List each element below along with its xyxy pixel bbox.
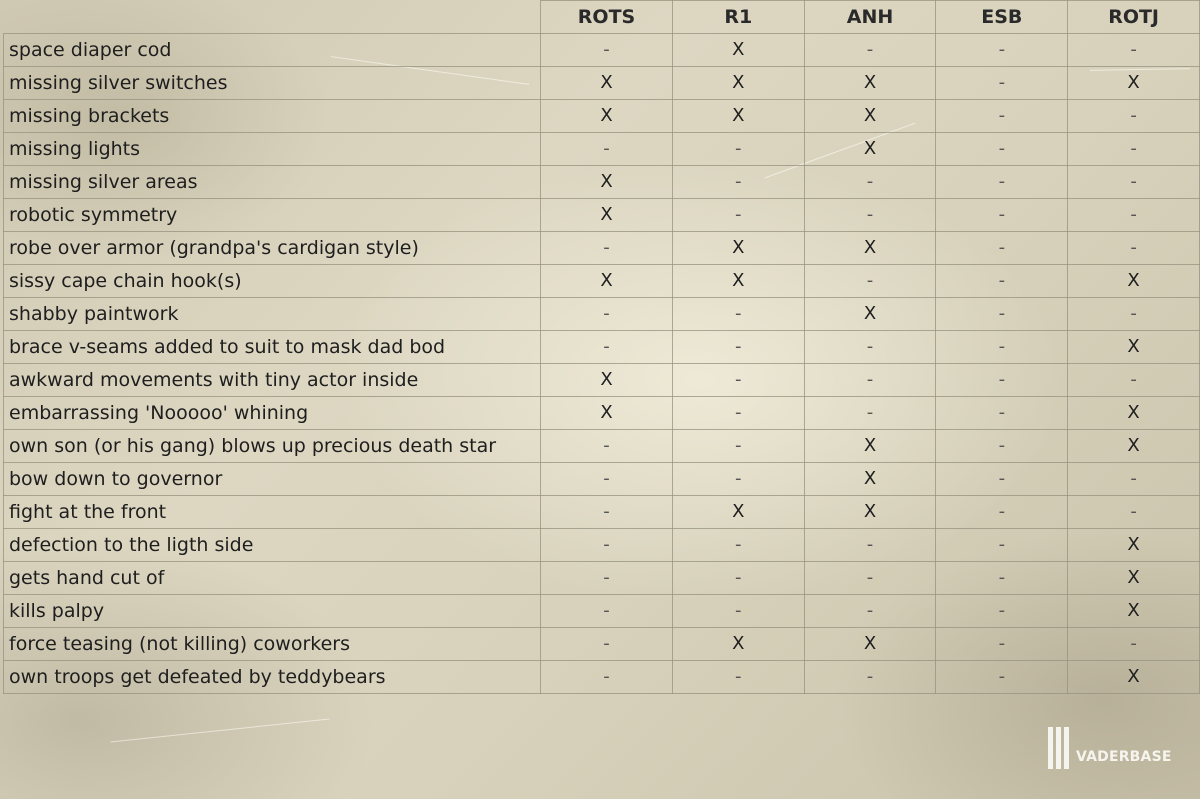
row-label: missing silver areas xyxy=(4,166,541,199)
corner-cell xyxy=(4,1,541,34)
row-label: own troops get defeated by teddybears xyxy=(4,661,541,694)
cell-anh: X xyxy=(804,298,936,331)
cell-rots: - xyxy=(541,232,673,265)
cell-r1: - xyxy=(672,562,804,595)
row-label: brace v-seams added to suit to mask dad bod xyxy=(4,331,541,364)
cell-anh: - xyxy=(804,34,936,67)
table-row xyxy=(4,298,1200,331)
header-row xyxy=(4,1,1200,34)
cell-r1: - xyxy=(672,364,804,397)
cell-rotj: X xyxy=(1068,430,1200,463)
cell-rots: - xyxy=(541,430,673,463)
table-row xyxy=(4,628,1200,661)
cell-esb: - xyxy=(936,496,1068,529)
row-label: own son (or his gang) blows up precious death star xyxy=(4,430,541,463)
table-row xyxy=(4,397,1200,430)
cell-rotj: - xyxy=(1068,199,1200,232)
cell-anh: - xyxy=(804,331,936,364)
cell-r1: X xyxy=(672,34,804,67)
cell-r1: - xyxy=(672,595,804,628)
table-row xyxy=(4,166,1200,199)
cell-esb: - xyxy=(936,166,1068,199)
cell-anh: - xyxy=(804,562,936,595)
cell-esb: - xyxy=(936,100,1068,133)
logo-text: VADERBASE xyxy=(1076,749,1172,765)
table-row xyxy=(4,562,1200,595)
row-label: missing brackets xyxy=(4,100,541,133)
cell-esb: - xyxy=(936,199,1068,232)
row-label: defection to the ligth side xyxy=(4,529,541,562)
cell-rots: - xyxy=(541,628,673,661)
cell-esb: - xyxy=(936,67,1068,100)
cell-rotj: - xyxy=(1068,364,1200,397)
row-label: fight at the front xyxy=(4,496,541,529)
row-label: robe over armor (grandpa's cardigan style) xyxy=(4,232,541,265)
cell-rotj: X xyxy=(1068,529,1200,562)
cell-r1: - xyxy=(672,397,804,430)
row-label: kills palpy xyxy=(4,595,541,628)
table-row xyxy=(4,265,1200,298)
cell-rots: - xyxy=(541,133,673,166)
row-label: shabby paintwork xyxy=(4,298,541,331)
table-row xyxy=(4,100,1200,133)
cell-esb: - xyxy=(936,133,1068,166)
vaderbase-logo-icon xyxy=(1048,727,1070,769)
cell-rots: - xyxy=(541,496,673,529)
cell-rotj: - xyxy=(1068,298,1200,331)
cell-esb: - xyxy=(936,34,1068,67)
cell-rotj: X xyxy=(1068,562,1200,595)
table-row xyxy=(4,199,1200,232)
cell-rots: X xyxy=(541,364,673,397)
table-row xyxy=(4,430,1200,463)
cell-rots: - xyxy=(541,661,673,694)
cell-esb: - xyxy=(936,463,1068,496)
cell-rotj: - xyxy=(1068,34,1200,67)
cell-esb: - xyxy=(936,397,1068,430)
cell-anh: - xyxy=(804,166,936,199)
cell-rots: X xyxy=(541,67,673,100)
cell-r1: - xyxy=(672,529,804,562)
row-label: awkward movements with tiny actor inside xyxy=(4,364,541,397)
cell-anh: - xyxy=(804,364,936,397)
cell-anh: X xyxy=(804,232,936,265)
cell-rots: X xyxy=(541,397,673,430)
cell-anh: - xyxy=(804,595,936,628)
cell-rots: X xyxy=(541,100,673,133)
cell-rots: - xyxy=(541,298,673,331)
column-header-r1: R1 xyxy=(672,1,804,34)
cell-anh: - xyxy=(804,265,936,298)
cell-rots: - xyxy=(541,34,673,67)
table-row xyxy=(4,496,1200,529)
vaderbase-logo xyxy=(1048,727,1178,771)
cell-esb: - xyxy=(936,628,1068,661)
column-header-rotj: ROTJ xyxy=(1068,1,1200,34)
cell-r1: - xyxy=(672,133,804,166)
cell-r1: X xyxy=(672,628,804,661)
cell-r1: - xyxy=(672,463,804,496)
table-row xyxy=(4,364,1200,397)
table-row xyxy=(4,529,1200,562)
cell-rotj: X xyxy=(1068,331,1200,364)
cell-rotj: X xyxy=(1068,595,1200,628)
table-row xyxy=(4,232,1200,265)
table-row xyxy=(4,661,1200,694)
cell-rots: X xyxy=(541,166,673,199)
table-row xyxy=(4,133,1200,166)
table-row xyxy=(4,595,1200,628)
row-label: gets hand cut of xyxy=(4,562,541,595)
table-row xyxy=(4,34,1200,67)
cell-rots: X xyxy=(541,265,673,298)
row-label: force teasing (not killing) coworkers xyxy=(4,628,541,661)
cell-r1: - xyxy=(672,430,804,463)
cell-r1: - xyxy=(672,166,804,199)
cell-anh: - xyxy=(804,529,936,562)
cell-anh: X xyxy=(804,430,936,463)
table-row xyxy=(4,331,1200,364)
cell-esb: - xyxy=(936,364,1068,397)
table-row xyxy=(4,67,1200,100)
cell-anh: - xyxy=(804,199,936,232)
cell-rotj: - xyxy=(1068,133,1200,166)
cell-rotj: - xyxy=(1068,100,1200,133)
cell-esb: - xyxy=(936,232,1068,265)
cell-rots: - xyxy=(541,562,673,595)
cell-esb: - xyxy=(936,331,1068,364)
cell-r1: - xyxy=(672,661,804,694)
row-label: space diaper cod xyxy=(4,34,541,67)
column-header-anh: ANH xyxy=(804,1,936,34)
cell-rotj: - xyxy=(1068,463,1200,496)
cell-anh: X xyxy=(804,628,936,661)
row-label: sissy cape chain hook(s) xyxy=(4,265,541,298)
cell-rots: X xyxy=(541,199,673,232)
cell-anh: X xyxy=(804,100,936,133)
cell-rotj: - xyxy=(1068,628,1200,661)
cell-anh: X xyxy=(804,496,936,529)
cell-anh: X xyxy=(804,463,936,496)
comparison-table xyxy=(3,0,1200,694)
cell-anh: X xyxy=(804,67,936,100)
cell-rots: - xyxy=(541,463,673,496)
row-label: robotic symmetry xyxy=(4,199,541,232)
cell-rots: - xyxy=(541,529,673,562)
cell-rots: - xyxy=(541,595,673,628)
cell-esb: - xyxy=(936,430,1068,463)
cell-esb: - xyxy=(936,298,1068,331)
cell-r1: - xyxy=(672,298,804,331)
cell-rotj: X xyxy=(1068,661,1200,694)
cell-anh: X xyxy=(804,133,936,166)
cell-rots: - xyxy=(541,331,673,364)
cell-esb: - xyxy=(936,265,1068,298)
cell-anh: - xyxy=(804,661,936,694)
column-header-esb: ESB xyxy=(936,1,1068,34)
cell-r1: X xyxy=(672,496,804,529)
cell-rotj: X xyxy=(1068,67,1200,100)
table-row xyxy=(4,463,1200,496)
cell-rotj: - xyxy=(1068,166,1200,199)
cell-r1: X xyxy=(672,232,804,265)
cell-r1: - xyxy=(672,331,804,364)
row-label: embarrassing 'Nooooo' whining xyxy=(4,397,541,430)
cell-esb: - xyxy=(936,595,1068,628)
cell-rotj: - xyxy=(1068,232,1200,265)
row-label: missing silver switches xyxy=(4,67,541,100)
cell-r1: X xyxy=(672,67,804,100)
cell-rotj: X xyxy=(1068,265,1200,298)
cell-esb: - xyxy=(936,661,1068,694)
column-header-rots: ROTS xyxy=(541,1,673,34)
cell-r1: X xyxy=(672,100,804,133)
row-label: bow down to governor xyxy=(4,463,541,496)
cell-rotj: - xyxy=(1068,496,1200,529)
cell-r1: X xyxy=(672,265,804,298)
cell-rotj: X xyxy=(1068,397,1200,430)
cell-esb: - xyxy=(936,562,1068,595)
row-label: missing lights xyxy=(4,133,541,166)
cell-r1: - xyxy=(672,199,804,232)
cell-anh: - xyxy=(804,397,936,430)
cell-esb: - xyxy=(936,529,1068,562)
